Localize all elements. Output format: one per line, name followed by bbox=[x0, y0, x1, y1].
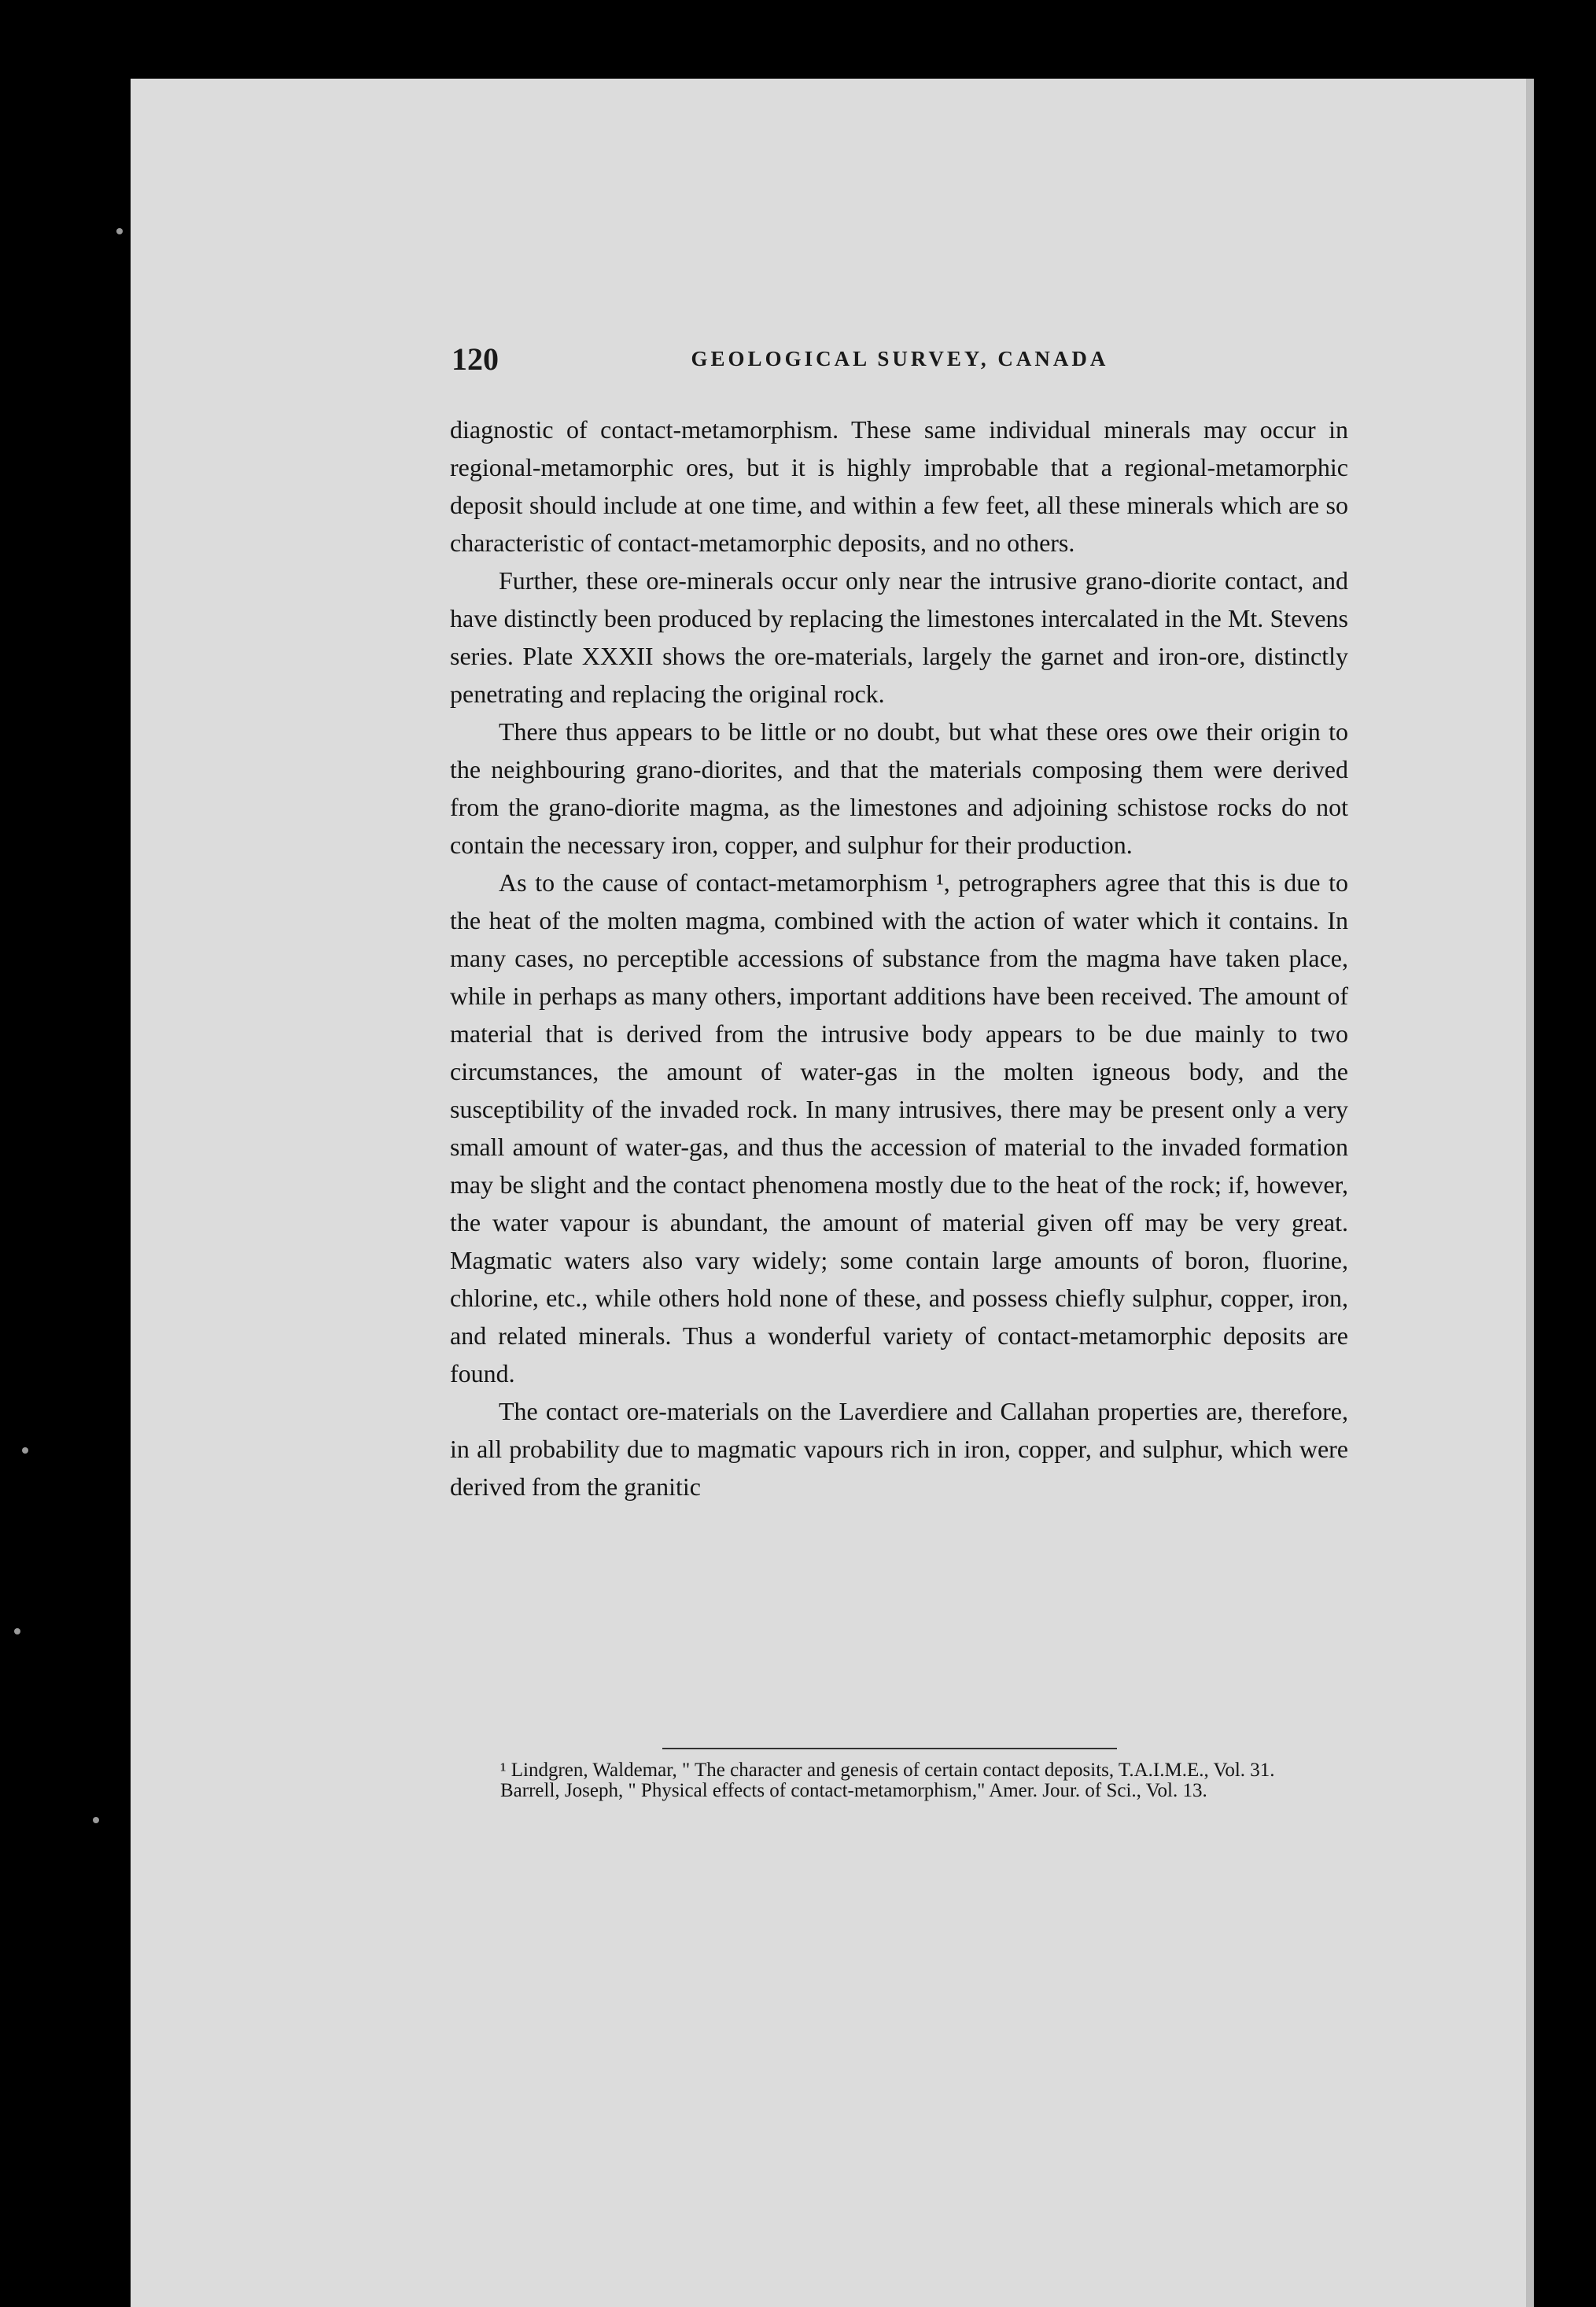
scan-speck bbox=[14, 1628, 20, 1634]
scan-speck bbox=[22, 1447, 28, 1454]
scan-speck bbox=[116, 228, 123, 234]
footnotes bbox=[452, 1760, 1348, 1801]
paragraph: diagnostic of contact-metamorphism. These same individual minerals may occur in regional-metamorphic ores, but it is highly improbable that a regional-metamorphic deposit should include at one time, and within a few feet, all these minerals which are so characteristic of contact-metamorphic deposits, and no others. bbox=[450, 415, 1348, 557]
footnote: ¹ Lindgren, Waldemar, " The character and genesis of certain contact deposits, T.A.I.M.E., Vol. 31. bbox=[500, 1760, 1275, 1781]
footnote-divider bbox=[662, 1748, 1117, 1749]
paragraph: There thus appears to be little or no doubt, but what these ores owe their origin to the neighbouring grano-diorites, and that the materials composing them were derived from the grano-diorite magma, as the limestones and adjoining schistose rocks do not contain the necessary iron, copper, and sulphur for their production. bbox=[450, 717, 1348, 859]
scan-speck bbox=[93, 1817, 99, 1823]
adjacent-page-edge bbox=[1534, 79, 1596, 2307]
running-title: GEOLOGICAL SURVEY, CANADA bbox=[691, 347, 1109, 370]
page-gutter bbox=[1526, 79, 1534, 2307]
page-number: 120 bbox=[452, 341, 499, 377]
paragraph: Further, these ore-minerals occur only near the intrusive grano-diorite contact, and have distinctly been produced by replacing the limestones intercalated in the Mt. Stevens series. Plate XXXII shows the ore-materials, largely the garnet and iron-ore, distinctly penetrating and replacing the original rock. bbox=[450, 566, 1348, 708]
paragraph: As to the cause of contact-metamorphism ¹, petrographers agree that this is due to the heat of the molten magma, combined with the action of water which it contains. In many cases, no perceptible accessions of substance from the magma have taken place, while in perhaps as many others, important additions have been received. The amount of material that is derived from the intrusive body appears to be due mainly to two circumstances, the amount of water-gas in the molten igneous body, and the susceptibility of the invaded rock. In many intrusives, there may be present only a very small amount of water-gas, and thus the accession of material to the invaded formation may be slight and the contact phenomena mostly due to the heat of the rock; if, however, the water vapour is abundant, the amount of material given off may be very great. Magmatic waters also vary widely; some contain large amounts of boron, fluorine, chlorine, etc., while others hold none of these, and possess chiefly sulphur, copper, iron, and related minerals. Thus a wonderful variety of contact-metamorphic deposits are found. bbox=[450, 868, 1348, 1388]
body-text bbox=[450, 411, 1348, 1505]
paragraph: The contact ore-materials on the Laverdiere and Callahan properties are, therefore, in all probability due to magmatic vapours rich in iron, copper, and sulphur, which were derived from the granitic bbox=[450, 1397, 1348, 1501]
footnote: Barrell, Joseph, " Physical effects of contact-metamorphism," Amer. Jour. of Sci., Vol. 13. bbox=[500, 1780, 1207, 1801]
running-head bbox=[452, 341, 1348, 388]
